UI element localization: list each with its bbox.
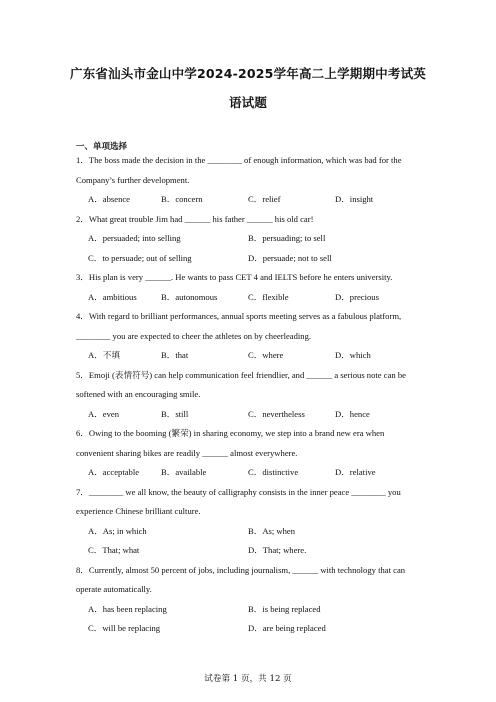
q1-option-d[interactable]: D．insight <box>335 194 374 204</box>
q4-option-d[interactable]: D．which <box>335 350 371 360</box>
question-5-line2: softened with an encouraging smile. <box>76 389 201 399</box>
q4-option-b[interactable]: B．that <box>161 350 189 360</box>
question-7-line1: 7．________ we all know, the beauty of calligraphy consists in the inner peace ________ you <box>76 487 401 497</box>
q4-option-c[interactable]: C．where <box>248 350 284 360</box>
q7-option-b[interactable]: B．As; when <box>248 526 296 536</box>
exam-title-line2: 语试题 <box>228 95 268 110</box>
section-heading: 一、单项选择 <box>76 142 128 152</box>
q3-option-d[interactable]: D．precious <box>335 292 379 302</box>
q5-option-a[interactable]: A．even <box>88 409 120 419</box>
q2-option-c[interactable]: C．to persuade; out of selling <box>88 253 192 263</box>
q7-option-d[interactable]: D．That; where. <box>248 545 307 555</box>
q7-option-c[interactable]: C．That; what <box>88 545 140 555</box>
q1-option-a[interactable]: A．absence <box>88 194 130 204</box>
question-4-line2: ________ you are expected to cheer the athletes on by cheerleading. <box>76 331 312 341</box>
question-8-line1: 8．Currently, almost 50 percent of jobs, including journalism, ______ with technology that can <box>76 565 406 575</box>
q2-option-a[interactable]: A．persuaded; into selling <box>88 233 181 243</box>
q3-option-c[interactable]: C．flexible <box>248 292 289 302</box>
q3-option-a[interactable]: A．ambitious <box>88 292 137 302</box>
question-5-line1: 5．Emoji (表情符号) can help communication feel friendlier, and ______ a serious note can be <box>76 370 406 380</box>
q4-option-a[interactable]: A．不填 <box>88 350 120 360</box>
q6-option-a[interactable]: A．acceptable <box>88 467 140 477</box>
question-3-line1: 3．His plan is very ______. He wants to pass CET 4 and IELTS before he enters university. <box>76 272 393 282</box>
q8-option-c[interactable]: C．will be replacing <box>88 623 161 633</box>
q6-option-b[interactable]: B．available <box>161 467 207 477</box>
question-6-line1: 6．Owing to the booming (繁荣) in sharing economy, we step into a brand new era when <box>76 428 385 438</box>
q1-option-b[interactable]: B．concern <box>161 194 203 204</box>
question-1-line1: 1．The boss made the decision in the ________ of enough information, which was bad for the <box>76 155 402 165</box>
q1-option-c[interactable]: C．relief <box>248 194 281 204</box>
question-1-line2: Company’s further development. <box>76 175 190 185</box>
q7-option-a[interactable]: A．As; in which <box>88 526 147 536</box>
question-8-line2: operate automatically. <box>76 584 152 594</box>
q3-option-b[interactable]: B．autonomous <box>161 292 218 302</box>
q5-option-d[interactable]: D．hence <box>335 409 370 419</box>
q8-option-b[interactable]: B．is being replaced <box>248 604 321 614</box>
q5-option-b[interactable]: B．still <box>161 409 189 419</box>
exam-title-line1: 广东省汕头市金山中学2024-2025学年高二上学期期中考试英 <box>70 66 426 81</box>
q6-option-d[interactable]: D．relative <box>335 467 376 477</box>
question-4-line1: 4．With regard to brilliant performances, annual sports meeting serves as a fabulous platform, <box>76 311 402 321</box>
question-7-line2: experience Chinese brilliant culture. <box>76 506 201 516</box>
q8-option-a[interactable]: A．has been replacing <box>88 604 167 614</box>
q8-option-d[interactable]: D．are being replaced <box>248 623 326 633</box>
q5-option-c[interactable]: C．nevertheless <box>248 409 305 419</box>
question-6-line2: convenient sharing bikes are readily ______ almost everywhere. <box>76 448 298 458</box>
page-footer: 试卷第 1 页，共 12 页 <box>204 674 292 684</box>
q2-option-b[interactable]: B．persuading; to sell <box>248 233 326 243</box>
q6-option-c[interactable]: C．distinctive <box>248 467 299 477</box>
q2-option-d[interactable]: D．persuade; not to sell <box>248 253 332 263</box>
question-2-line1: 2．What great trouble Jim had ______ his father ______ his old car! <box>76 214 314 224</box>
